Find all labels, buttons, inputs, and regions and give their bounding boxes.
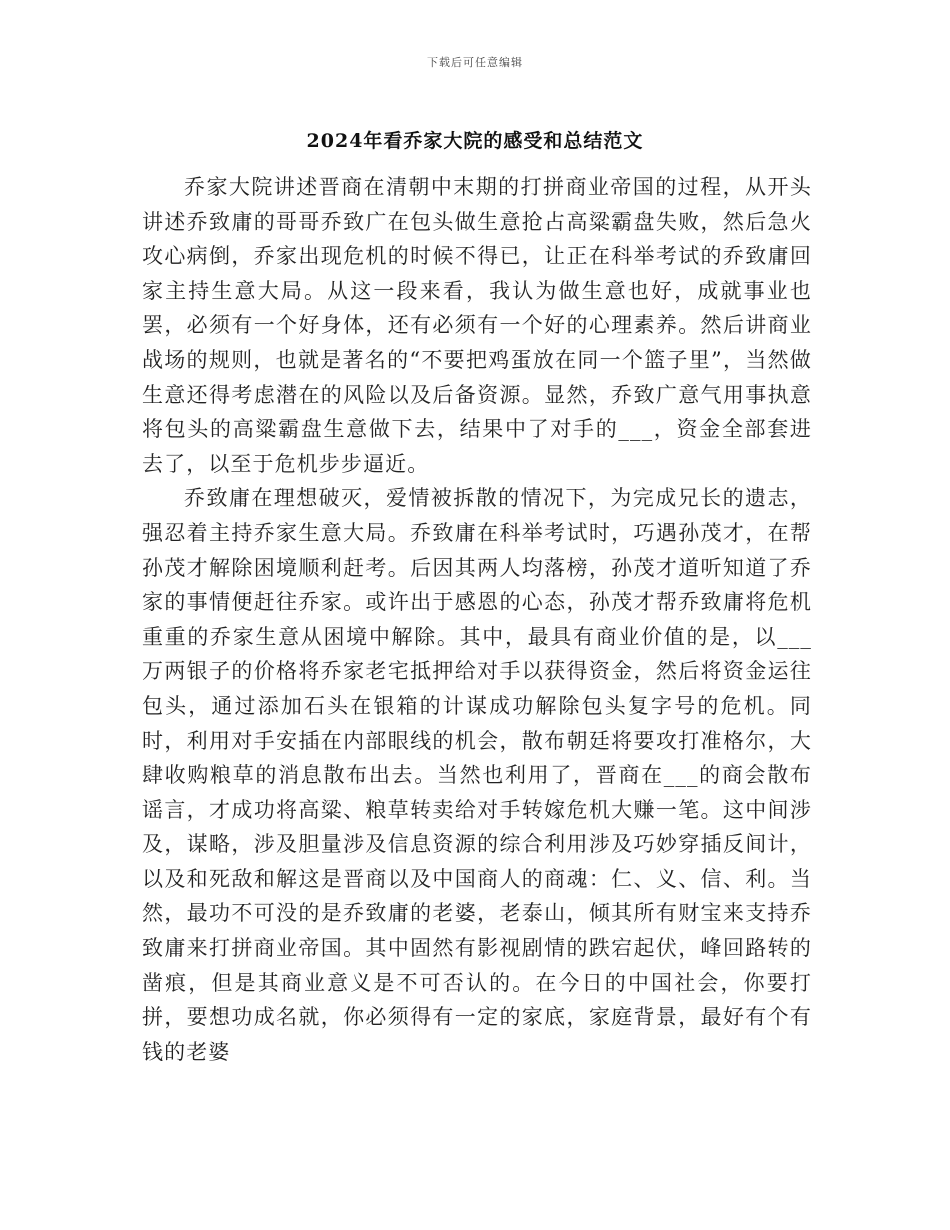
document-title: 2024年看乔家大院的感受和总结范文	[306, 130, 644, 152]
body-paragraph: 乔致庸在理想破灭，爱情被拆散的情况下，为完成兄长的遗志，强忍着主持乔家生意大局。乔致庸在科举考试时，巧遇孙茂才，在帮孙茂才解除困境顺利赶考。后因其两人均落榜，孙茂才道听知道了乔家的事情便赶往乔家。或许出于感恩的心态，孙茂才帮乔致庸将危机重重的乔家生意从困境中解除。其中，最具有商业价值的是，以___万两银子的价格将乔家老宅抵押给对手以获得资金，然后将资金运往包头，通过添加石头在银箱的计谋成功解除包头复字号的危机。同时，利用对手安插在内部眼线的机会，散布朝廷将要攻打准格尔，大肆收购粮草的消息散布出去。当然也利用了，晋商在___的商会散布谣言，才成功将高粱、粮草转卖给对手转嫁危机大赚一笔。这中间涉及，谋略，涉及胆量涉及信息资源的综合利用涉及巧妙穿插反间计，以及和死敌和解这是晋商以及中国商人的商魂：仁、义、信、利。当然，最功不可没的是乔致庸的老婆，老泰山，倾其所有财宝来支持乔致庸来打拼商业帝国。其中固然有影视剧情的跌宕起伏，峰回路转的凿痕，但是其商业意义是不可否认的。在今日的中国社会，你要打拼，要想功成名就，你必须得有一定的家底，家庭背景，最好有个有钱的老婆	[142, 486, 812, 1064]
header-note: 下载后可任意编辑	[427, 56, 523, 69]
body-paragraph: 乔家大院讲述晋商在清朝中末期的打拼商业帝国的过程，从开头讲述乔致庸的哥哥乔致广在包头做生意抢占高粱霸盘失败，然后急火攻心病倒，乔家出现危机的时候不得已，让正在科举考试的乔致庸回家主持生意大局。从这一段来看，我认为做生意也好，成就事业也罢，必须有一个好身体，还有必须有一个好的心理素养。然后讲商业战场的规则，也就是著名的“不要把鸡蛋放在同一个篮子里”，当然做生意还得考虑潜在的风险以及后备资源。显然，乔致广意气用事执意将包头的高粱霸盘生意做下去，结果中了对手的___，资金全部套进去了，以至于危机步步逼近。	[142, 175, 812, 476]
document-body	[142, 170, 812, 1069]
